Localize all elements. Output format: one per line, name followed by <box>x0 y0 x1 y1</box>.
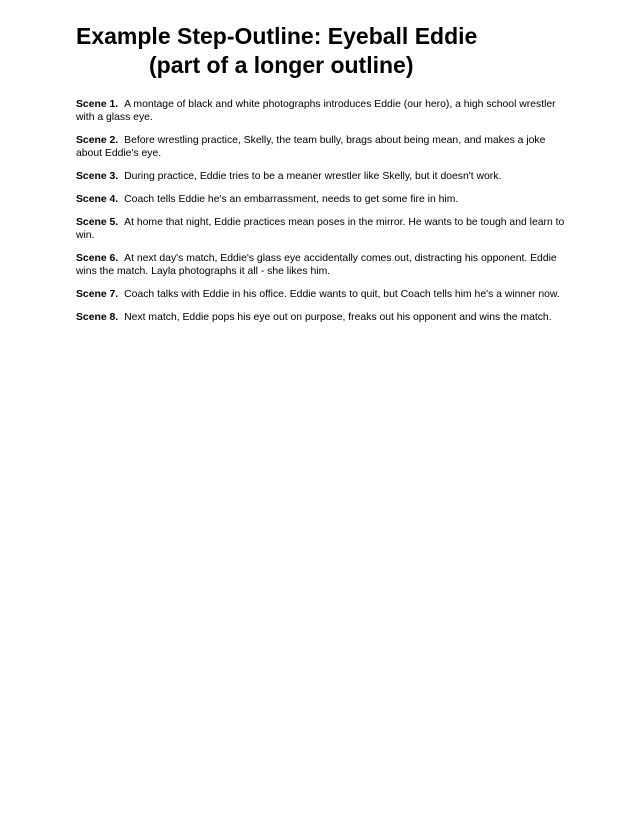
page-title <box>76 22 596 80</box>
scene-list <box>76 98 566 334</box>
scene-3 <box>76 170 566 183</box>
scene-label: Scene 8. <box>76 312 119 323</box>
scene-6 <box>76 252 566 278</box>
scene-2 <box>76 134 566 160</box>
scene-7 <box>76 288 566 301</box>
scene-text: Next match, Eddie pops his eye out on purpose, freaks out his opponent and wins the match. <box>124 312 552 323</box>
scene-label: Scene 5. <box>76 217 119 228</box>
scene-text: Coach talks with Eddie in his office. Eddie wants to quit, but Coach tells him he's a winner now. <box>124 289 560 300</box>
scene-text: Before wrestling practice, Skelly, the team bully, brags about being mean, and makes a joke about Eddie's eye. <box>76 135 546 159</box>
title-line-2: (part of a longer outline) <box>149 52 414 78</box>
scene-label: Scene 6. <box>76 253 119 264</box>
scene-text: During practice, Eddie tries to be a meaner wrestler like Skelly, but it doesn't work. <box>124 171 502 182</box>
scene-text: At home that night, Eddie practices mean poses in the mirror. He wants to be tough and learn to win. <box>76 217 565 241</box>
scene-label: Scene 3. <box>76 171 119 182</box>
scene-label: Scene 4. <box>76 194 119 205</box>
scene-8 <box>76 311 566 324</box>
scene-4 <box>76 193 566 206</box>
scene-1 <box>76 98 566 124</box>
scene-text: A montage of black and white photographs introduces Eddie (our hero), a high school wrestler with a glass eye. <box>76 99 556 123</box>
scene-text: Coach tells Eddie he's an embarrassment, needs to get some fire in him. <box>124 194 459 205</box>
scene-label: Scene 2. <box>76 135 119 146</box>
scene-label: Scene 7. <box>76 289 119 300</box>
title-line-1: Example Step-Outline: Eyeball Eddie <box>76 23 478 49</box>
scene-5 <box>76 216 566 242</box>
scene-text: At next day's match, Eddie's glass eye accidentally comes out, distracting his opponent. Eddie wins the match. Layla photographs it all - she likes him. <box>76 253 557 277</box>
scene-label: Scene 1. <box>76 99 119 110</box>
